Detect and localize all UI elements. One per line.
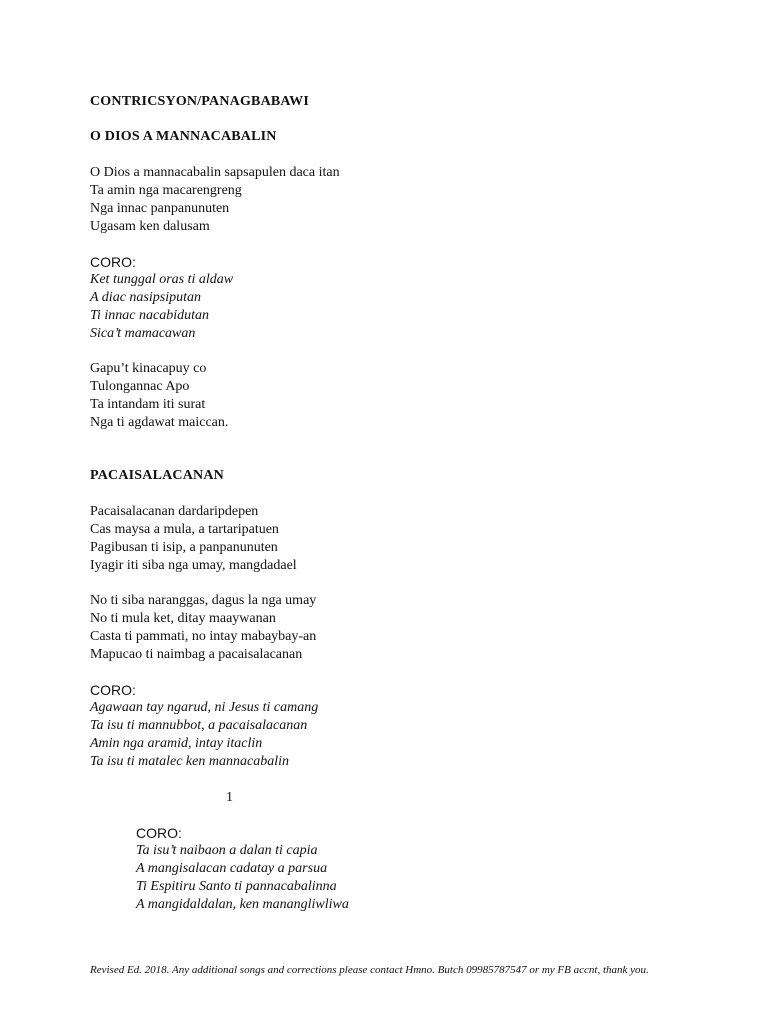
- song-title-o-dios: O DIOS A MANNACABALIN: [90, 129, 277, 144]
- page-number: 1: [226, 790, 233, 805]
- lyric-line: No ti siba naranggas, dagus la nga umay: [90, 593, 317, 608]
- chorus-label: CORO:: [136, 825, 182, 841]
- lyric-line: Ta amin nga macarengreng: [90, 183, 242, 198]
- second-chorus: [136, 824, 349, 914]
- lyric-line: Ta isu’t naibaon a dalan ti capia: [136, 843, 318, 858]
- lyric-line: Agawaan tay ngarud, ni Jesus ti camang: [90, 700, 319, 715]
- lyric-line: Casta ti pammati, no intay mabaybay-an: [90, 629, 317, 644]
- lyric-line: O Dios a mannacabalin sapsapulen daca itan: [90, 165, 340, 180]
- lyric-line: Cas maysa a mula, a tartaripatuen: [90, 522, 279, 537]
- o-dios-verse-2: [90, 360, 228, 432]
- lyric-line: Nga innac panpanunuten: [90, 201, 230, 216]
- lyric-line: Mapucao ti naimbag a pacaisalacanan: [90, 647, 303, 662]
- pacaisalacanan-verse-2: [90, 592, 316, 664]
- lyric-line: A diac nasipsiputan: [90, 290, 201, 305]
- o-dios-verse-1: [90, 164, 340, 236]
- pacaisalacanan-chorus: [90, 681, 318, 771]
- footer-note: Revised Ed. 2018. Any additional songs and corrections please contact Hmno. Butch 09985787547 or my FB accnt, thank you.: [90, 964, 649, 976]
- lyric-line: Tulongannac Apo: [90, 379, 190, 394]
- lyric-line: Ugasam ken dalusam: [90, 219, 210, 234]
- o-dios-chorus: [90, 253, 233, 343]
- lyric-line: Pagibusan ti isip, a panpanunuten: [90, 540, 278, 555]
- song-title-pacaisalacanan: PACAISALACANAN: [90, 468, 224, 483]
- lyric-line: Amin nga aramid, intay itaclin: [90, 736, 263, 751]
- pacaisalacanan-verse-1: [90, 503, 297, 575]
- lyric-line: A mangisalacan cadatay a parsua: [136, 861, 328, 876]
- lyric-line: No ti mula ket, ditay maaywanan: [90, 611, 276, 626]
- lyric-line: Gapu’t kinacapuy co: [90, 361, 207, 376]
- lyric-line: Pacaisalacanan dardaripdepen: [90, 504, 259, 519]
- lyric-line: Sica’t mamacawan: [90, 326, 196, 341]
- lyric-line: Iyagir iti siba nga umay, mangdadael: [90, 558, 297, 573]
- lyric-line: Ta isu ti matalec ken mannacabalin: [90, 754, 289, 769]
- lyric-line: Ta isu ti mannubbot, a pacaisalacanan: [90, 718, 308, 733]
- lyric-line: Nga ti agdawat maiccan.: [90, 415, 229, 430]
- chorus-label: CORO:: [90, 682, 136, 698]
- lyric-line: Ti innac nacabidutan: [90, 308, 209, 323]
- lyric-line: A mangidaldalan, ken manangliwliwa: [136, 897, 349, 912]
- chorus-label: CORO:: [90, 254, 136, 270]
- page-title: CONTRICSYON/PANAGBABAWI: [90, 94, 310, 109]
- lyric-line: Ti Espitiru Santo ti pannacabalinna: [136, 879, 337, 894]
- lyric-line: Ket tunggal oras ti aldaw: [90, 272, 234, 287]
- lyric-line: Ta intandam iti surat: [90, 397, 206, 412]
